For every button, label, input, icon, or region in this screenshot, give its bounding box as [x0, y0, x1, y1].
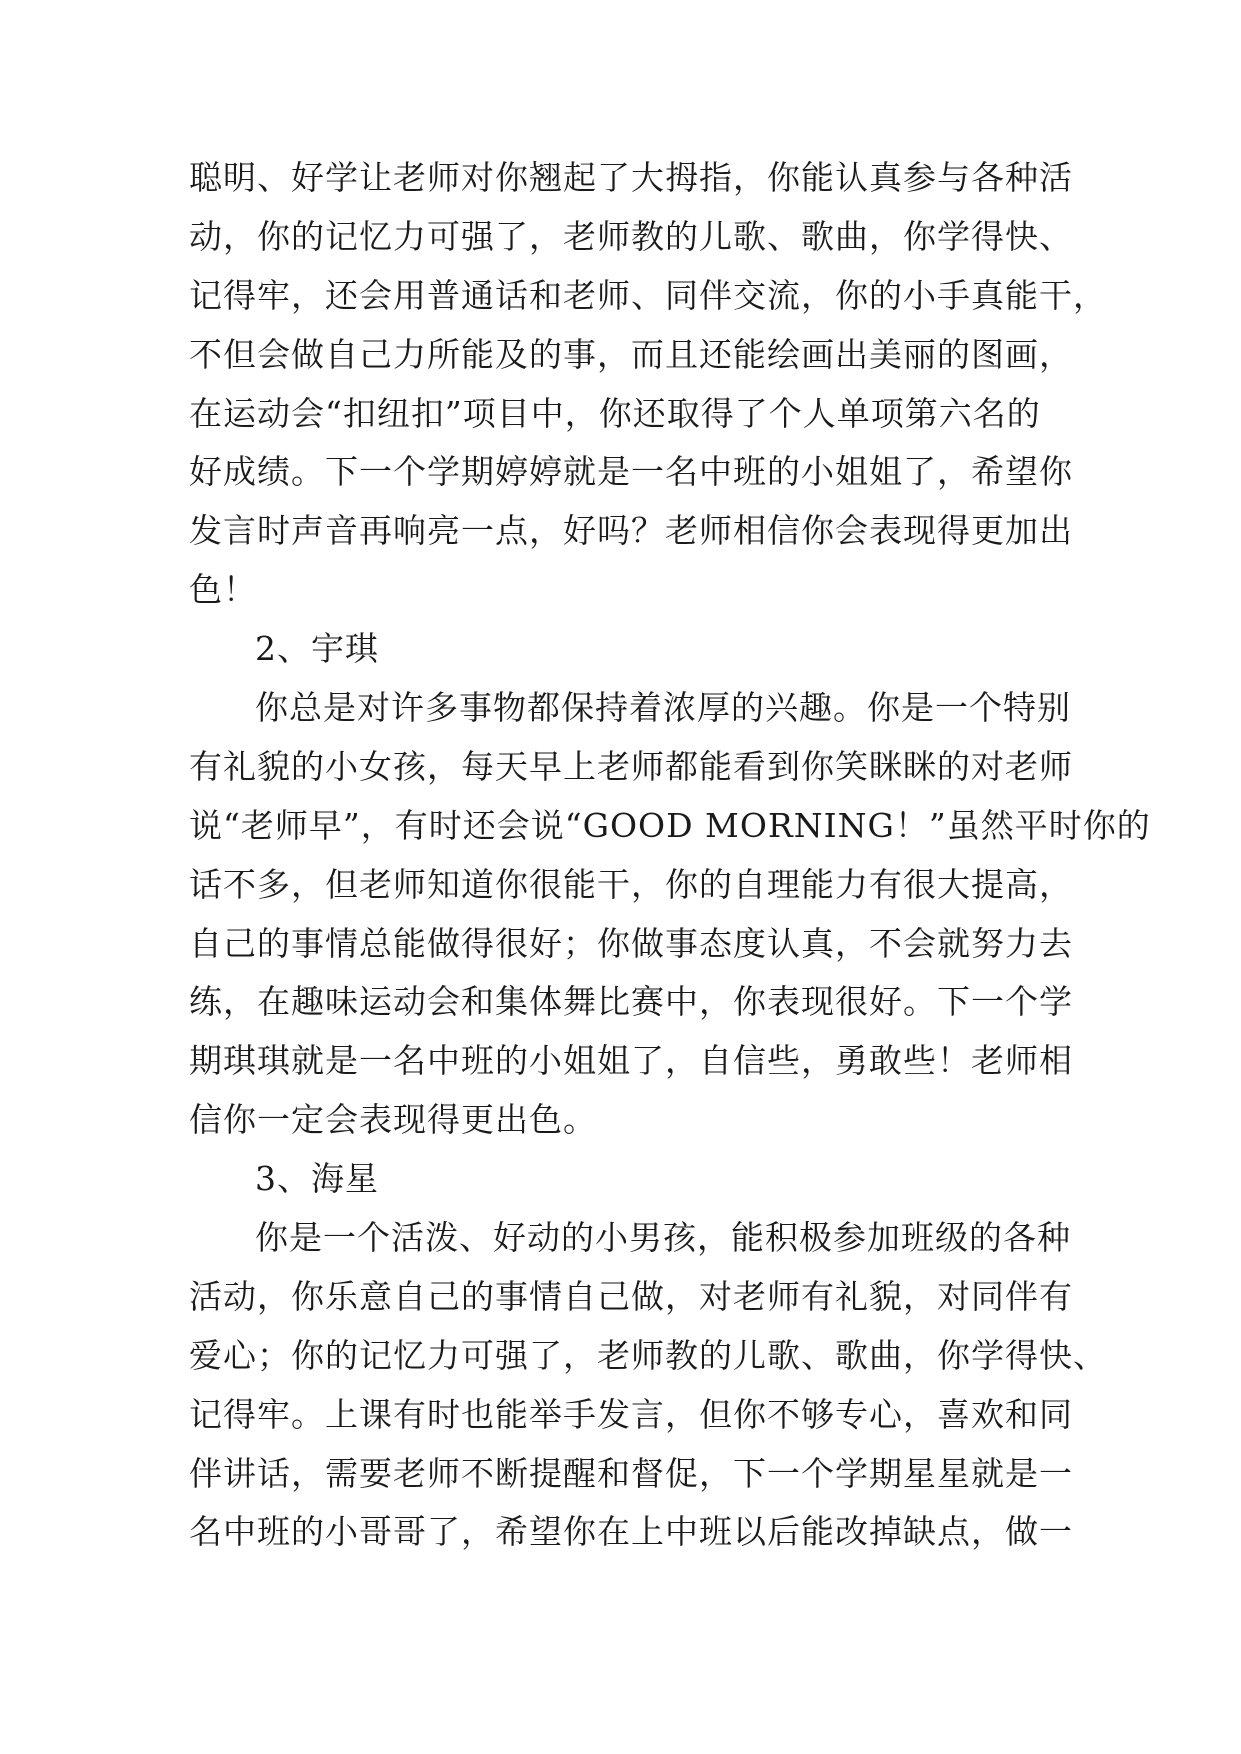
text-line: 在运动会“扣纽扣”项目中，你还取得了个人单项第六名的	[189, 393, 1041, 433]
text-line: 信你一定会表现得更出色。	[189, 1100, 597, 1140]
text-line: 话不多，但老师知道你很能干，你的自理能力有很大提高，	[189, 864, 1073, 904]
text-line: 说“老师早”，有时还会说“GOOD MORNING！”虽然平时你的	[189, 805, 1151, 845]
text-line: 你是一个活泼、好动的小男孩，能积极参加班级的各种	[255, 1218, 1071, 1258]
section-heading: 2、宇琪	[255, 629, 379, 669]
text-line: 爱心；你的记忆力可强了，老师教的儿歌、歌曲，你学得快、	[189, 1335, 1107, 1375]
text-line: 记得牢。上课有时也能举手发言，但你不够专心，喜欢和同	[189, 1394, 1073, 1434]
text-line: 期琪琪就是一名中班的小姐姐了，自信些，勇敢些！老师相	[189, 1041, 1073, 1081]
text-line: 色！	[189, 570, 257, 610]
text-line: 好成绩。下一个学期婷婷就是一名中班的小姐姐了，希望你	[189, 452, 1073, 492]
text-line: 动，你的记忆力可强了，老师教的儿歌、歌曲，你学得快、	[189, 216, 1073, 256]
section-heading: 3、海星	[255, 1159, 379, 1199]
text-line: 聪明、好学让老师对你翘起了大拇指，你能认真参与各种活	[189, 158, 1073, 197]
text-line: 有礼貌的小女孩，每天早上老师都能看到你笑眯眯的对老师	[189, 746, 1073, 786]
text-line: 不但会做自己力所能及的事，而且还能绘画出美丽的图画，	[189, 334, 1073, 374]
text-line: 名中班的小哥哥了，希望你在上中班以后能改掉缺点，做一	[189, 1512, 1073, 1552]
text-line: 你总是对许多事物都保持着浓厚的兴趣。你是一个特别	[255, 688, 1071, 728]
document-body	[189, 149, 1151, 1562]
text-line: 练，在趣味运动会和集体舞比赛中，你表现很好。下一个学	[189, 982, 1073, 1022]
text-line: 伴讲话，需要老师不断提醒和督促，下一个学期星星就是一	[189, 1453, 1073, 1493]
text-line: 活动，你乐意自己的事情自己做，对老师有礼貌，对同伴有	[189, 1276, 1073, 1316]
text-line: 发言时声音再响亮一点，好吗？老师相信你会表现得更加出	[189, 511, 1073, 551]
text-line: 自己的事情总能做得很好；你做事态度认真，不会就努力去	[189, 923, 1073, 963]
text-line: 记得牢，还会用普通话和老师、同伴交流，你的小手真能干，	[189, 275, 1107, 315]
